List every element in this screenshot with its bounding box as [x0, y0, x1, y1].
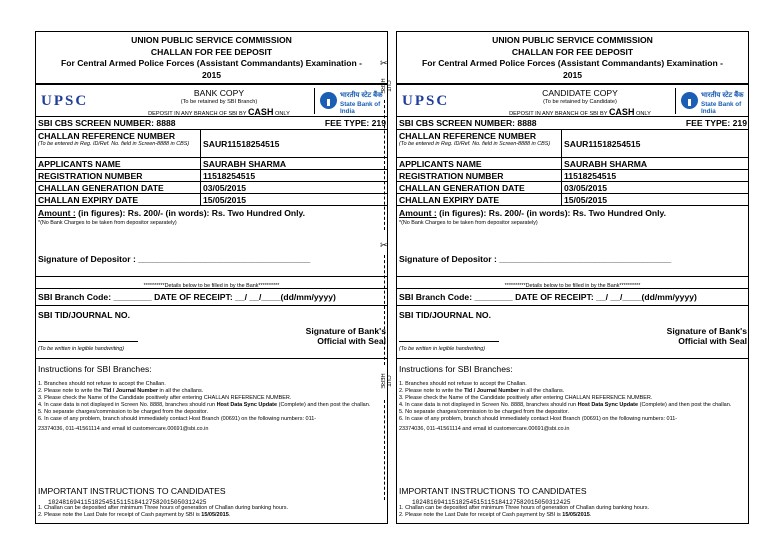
instruction-item: 1. Branches should not refuse to accept the Challan.: [38, 381, 166, 387]
legible-note: (To be written in legible handwriting): [38, 346, 125, 352]
exam-title: For Central Armed Police Forces (Assistant Commandants) Examination -: [421, 58, 723, 68]
screen-row: [35, 117, 388, 130]
expiry-row: CHALLAN EXPIRY DATE 15/05/2015: [35, 194, 388, 206]
bank-fill-note-row: **********Details below to be filled in by the Bank**********: [35, 277, 388, 289]
expiry-row: CHALLAN EXPIRY DATE 15/05/2015: [396, 194, 749, 206]
challan-title: CHALLAN FOR FEE DEPOSIT: [511, 46, 634, 57]
generation-row: CHALLAN GENERATION DATE 03/05/2015: [35, 182, 388, 194]
fee-type: FEE TYPE: 219: [324, 118, 386, 128]
depositor-signature: Signature of Depositor : ____________________________________: [399, 254, 672, 264]
instruction-item: 5. No separate charges/commission to be charged from the depositor.: [399, 409, 569, 415]
instruction-item: 6. In case of any problem, branch should immediately contact Host Branch (00691) on the following numbers: 011-: [399, 416, 678, 422]
instructions-title: Instructions for SBI Branches:: [399, 364, 513, 374]
upsc-logo: UPSC: [402, 93, 450, 109]
generation-date: 03/05/2015: [203, 183, 247, 193]
important-item: 2. Please note the Last Date for receipt of Cash payment by SBI is 15/05/2015.: [38, 512, 231, 518]
deposit-note: DEPOSIT IN ANY BRANCH OF SBI BY CASH ONLY: [148, 107, 290, 117]
instruction-item: 3. Please check the Name of the Candidate positively after entering CHALLAN REFERENCE NUMBER.: [38, 395, 292, 401]
screen-number: SBI CBS SCREEN NUMBER: 8888: [38, 118, 176, 128]
challan-ref-label: CHALLAN REFERENCE NUMBER: [399, 131, 537, 141]
instructions-title: Instructions for SBI Branches:: [38, 364, 152, 374]
important-title: IMPORTANT INSTRUCTIONS TO CANDIDATES: [399, 486, 587, 496]
depositor-signature: Signature of Depositor : ____________________________________: [38, 254, 311, 264]
applicant-name: SAURABH SHARMA: [564, 159, 648, 169]
copy-title-block: [124, 88, 314, 117]
tid-block: [396, 306, 749, 359]
barcode-number-bank: 10248169411518254515115184127582015050312425: [48, 499, 207, 506]
challan-ref-label: CHALLAN REFERENCE NUMBER: [38, 131, 176, 141]
important-list: [399, 505, 747, 519]
scissors-icon: ✂: [380, 58, 388, 68]
challan-ref-note: (To be entered in Reg. ID/Ref. No. field in Screen-8888 in CBS): [38, 141, 190, 147]
generation-row: CHALLAN GENERATION DATE 03/05/2015: [396, 182, 749, 194]
amount-line: Amount : (in figures): Rs. 200/- (in words): Rs. Two Hundred Only.: [38, 208, 306, 218]
commission-title: UNION PUBLIC SERVICE COMMISSION: [131, 35, 292, 45]
upsc-logo: UPSC: [41, 93, 89, 109]
tid-label: SBI TID/JOURNAL NO.: [38, 310, 130, 320]
registration-row: REGISTRATION NUMBER 11518254515: [396, 170, 749, 182]
challan-ref-value: SAUR11518254515: [203, 139, 280, 149]
cut-here-label: CUT HERE: [379, 373, 391, 389]
important-item: 1. Challan can be deposited after minimum Three hours of generation of Challan during banking hours.: [38, 505, 288, 511]
exam-year: 2015: [201, 69, 222, 80]
copy-title: CANDIDATE COPY: [542, 88, 618, 98]
branch-code-date: SBI Branch Code: ________ DATE OF RECEIPT: __/ __/____(dd/mm/yyyy): [38, 292, 336, 302]
important-item: 1. Challan can be deposited after minimum Three hours of generation of Challan during banking hours.: [399, 505, 649, 511]
cut-line: [380, 40, 390, 510]
amount-signature-block: [35, 206, 388, 277]
screen-number: SBI CBS SCREEN NUMBER: 8888: [399, 118, 537, 128]
instruction-item: 2. Please note to write the Tid / Journal Number in all the challans.: [399, 388, 565, 394]
logo-row: [35, 84, 388, 117]
instruction-item: 5. No separate charges/commission to be charged from the depositor.: [38, 409, 208, 415]
sbi-keyhole-icon: [320, 92, 337, 109]
exam-year: 2015: [562, 69, 583, 80]
expiry-date: 15/05/2015: [564, 195, 608, 205]
cut-here-label: CUT HERE: [379, 78, 391, 94]
sbi-logo: भारतीय स्टेट बैंक State Bank of India: [675, 88, 745, 114]
challan-ref-value: SAUR11518254515: [564, 139, 641, 149]
copy-retained-note: (To be retained by SBI Branch): [180, 99, 258, 105]
scissors-icon: ✂: [380, 240, 388, 250]
amount-note: *(No Bank Charges to be taken from depositor separately): [38, 220, 177, 226]
sbi-logo: भारतीय स्टेट बैंक State Bank of India: [314, 88, 384, 114]
amount-signature-block: [396, 206, 749, 277]
registration-number: 11518254515: [203, 171, 256, 181]
legible-note: (To be written in legible handwriting): [399, 346, 486, 352]
instruction-item: 6. In case of any problem, branch should immediately contact Host Branch (00691) on the following numbers: 011-: [38, 416, 317, 422]
applicant-row: APPLICANTS NAME SAURABH SHARMA: [35, 158, 388, 170]
commission-title: UNION PUBLIC SERVICE COMMISSION: [492, 35, 653, 45]
branch-row: [396, 289, 749, 306]
registration-row: REGISTRATION NUMBER 11518254515: [35, 170, 388, 182]
important-item: 2. Please note the Last Date for receipt of Cash payment by SBI is 15/05/2015.: [399, 512, 592, 518]
important-title: IMPORTANT INSTRUCTIONS TO CANDIDATES: [38, 486, 226, 496]
challan-ref-row: [396, 130, 749, 158]
instructions-list: [399, 381, 747, 433]
deposit-note: DEPOSIT IN ANY BRANCH OF SBI BY CASH ONLY: [509, 107, 651, 117]
challan-ref-row: [35, 130, 388, 158]
important-list: [38, 505, 386, 519]
instruction-item: 3. Please check the Name of the Candidate positively after entering CHALLAN REFERENCE NUMBER.: [399, 395, 653, 401]
copy-title: BANK COPY: [193, 88, 245, 98]
instruction-item: 4. In case data is not displayed in Screen No. 8888, branches should run Host Data Sync Update (Complete) and then post the challan.: [38, 402, 371, 408]
applicant-name: SAURABH SHARMA: [203, 159, 287, 169]
challan-header: [35, 31, 388, 84]
copy-title-block: [485, 88, 675, 117]
logo-row: [396, 84, 749, 117]
expiry-date: 15/05/2015: [203, 195, 247, 205]
exam-title: For Central Armed Police Forces (Assistant Commandants) Examination -: [60, 58, 362, 68]
bank-official-signature: Signature of Bank's Official with Seal: [305, 326, 386, 346]
instruction-item: 1. Branches should not refuse to accept the Challan.: [399, 381, 527, 387]
branch-row: [35, 289, 388, 306]
bank-fill-note-row: **********Details below to be filled in by the Bank**********: [396, 277, 749, 289]
instruction-item: 23374036, 011-41561114 and email id customercare.00691@sbi.co.in: [399, 426, 570, 432]
instruction-item: 2. Please note to write the Tid / Journal Number in all the challans.: [38, 388, 204, 394]
screen-row: [396, 117, 749, 130]
challan-title: CHALLAN FOR FEE DEPOSIT: [150, 46, 273, 57]
bank-official-signature: Signature of Bank's Official with Seal: [666, 326, 747, 346]
challan-ref-note: (To be entered in Reg. ID/Ref. No. field in Screen-8888 in CBS): [399, 141, 551, 147]
generation-date: 03/05/2015: [564, 183, 608, 193]
instruction-item: 4. In case data is not displayed in Screen No. 8888, branches should run Host Data Sync Update (Complete) and then post the challan.: [399, 402, 732, 408]
tid-label: SBI TID/JOURNAL NO.: [399, 310, 491, 320]
branch-code-date: SBI Branch Code: ________ DATE OF RECEIPT: __/ __/____(dd/mm/yyyy): [399, 292, 697, 302]
instructions-list: [38, 381, 386, 433]
amount-line: Amount : (in figures): Rs. 200/- (in words): Rs. Two Hundred Only.: [399, 208, 667, 218]
tid-block: [35, 306, 388, 359]
sbi-keyhole-icon: [681, 92, 698, 109]
fee-type: FEE TYPE: 219: [685, 118, 747, 128]
candidate-copy: [396, 31, 749, 518]
challan-header: [396, 31, 749, 84]
registration-number: 11518254515: [564, 171, 617, 181]
instruction-item: 23374036, 011-41561114 and email id customercare.00691@sbi.co.in: [38, 426, 209, 432]
amount-note: *(No Bank Charges to be taken from depositor separately): [399, 220, 538, 226]
barcode-number-candidate: 10248169411518254515115184127582015050312425: [412, 499, 571, 506]
copy-retained-note: (To be retained by Candidate): [543, 99, 617, 105]
applicant-row: APPLICANTS NAME SAURABH SHARMA: [396, 158, 749, 170]
bank-copy: [35, 31, 388, 518]
